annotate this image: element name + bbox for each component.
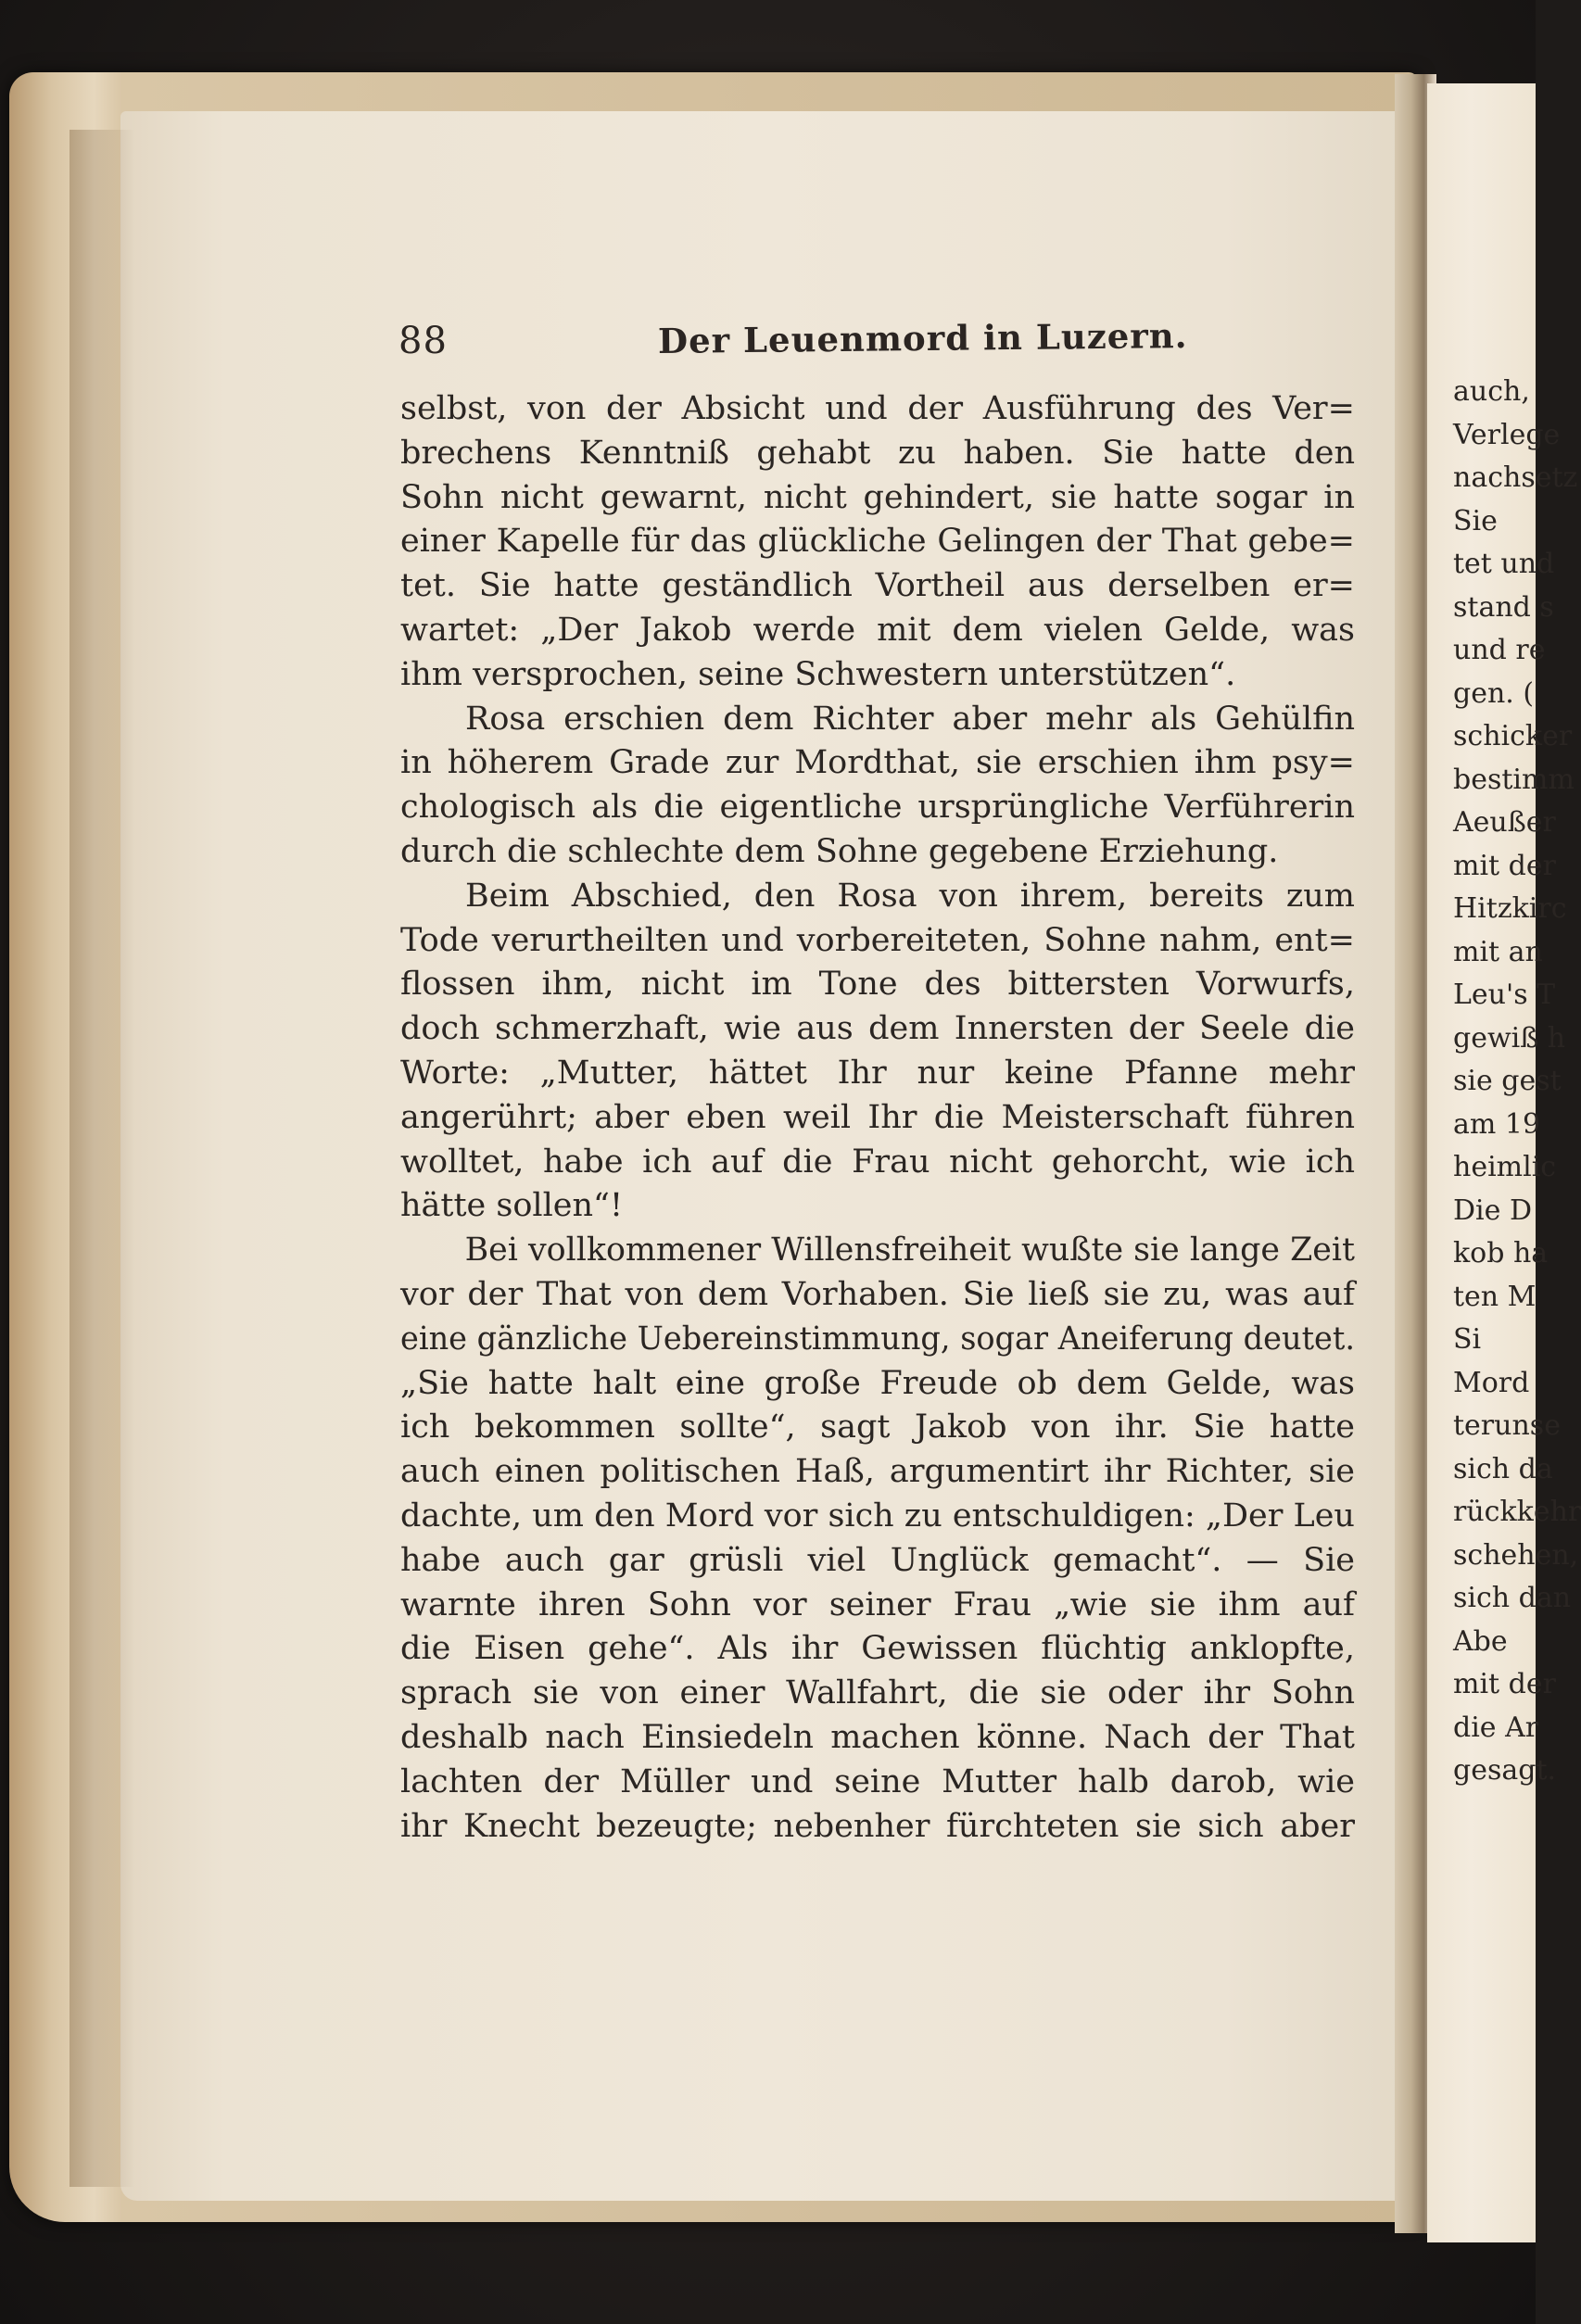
body-text xyxy=(400,387,1355,1849)
running-title: Der Leuenmord in Luzern. xyxy=(657,315,1188,361)
page-shading xyxy=(70,130,134,2187)
right-page-fragment: gewiß h xyxy=(1453,1021,1566,1055)
text-line: Sohn nicht gewarnt, nicht gehindert, sie hatte sogar in xyxy=(400,478,1355,516)
right-page-fragment: Abe xyxy=(1453,1624,1508,1658)
right-page-fragment: gesagt. xyxy=(1453,1754,1557,1787)
text-line: Tode verurtheilten und vorbereiteten, Sohne nahm, ent= xyxy=(400,921,1355,959)
right-page-fragment: gen. ( xyxy=(1453,676,1535,710)
text-line: wolltet, habe ich auf die Frau nicht gehorcht, wie ich xyxy=(400,1143,1355,1181)
right-page-fragment: Hitzkirc xyxy=(1453,892,1567,925)
right-page-fragment: sie gest xyxy=(1453,1065,1562,1097)
text-line: wartet: „Der Jakob werde mit dem vielen Gelde, was xyxy=(400,611,1355,649)
text-line: Rosa erschien dem Richter aber mehr als Gehülfin xyxy=(465,700,1355,738)
text-line: Worte: „Mutter, hättet Ihr nur keine Pfanne mehr xyxy=(400,1054,1355,1092)
text-line: ich bekommen sollte“, sagt Jakob von ihr. Sie hatte xyxy=(400,1408,1355,1446)
right-page-fragment: mit der xyxy=(1453,1668,1556,1700)
page-number: 88 xyxy=(398,320,448,362)
right-page-fragment: Aeußer xyxy=(1453,806,1556,839)
text-line: „Sie hatte halt eine große Freude ob dem Gelde, was xyxy=(400,1364,1355,1402)
text-line: dachte, um den Mord vor sich zu entschuldigen: „Der Leu xyxy=(400,1497,1355,1535)
text-line: deshalb nach Einsiedeln machen könne. Nach der That xyxy=(400,1718,1355,1756)
text-line: durch die schlechte dem Sohne gegebene Erziehung. xyxy=(400,832,1279,870)
right-page-fragment: sich dan xyxy=(1453,1582,1572,1614)
right-page-fragment: schehen, xyxy=(1453,1538,1579,1572)
text-line: einer Kapelle für das glückliche Gelingen der That gebe= xyxy=(400,523,1355,561)
right-page-fragment: am 19 xyxy=(1453,1107,1541,1141)
text-line: selbst, von der Absicht und der Ausführung des Ver= xyxy=(400,390,1355,427)
right-page-fragment: terunse xyxy=(1453,1409,1561,1442)
right-page-fragment: auch, xyxy=(1453,375,1530,408)
right-page-fragment: bestimm xyxy=(1453,763,1575,796)
right-page-fragment: Mord xyxy=(1453,1366,1530,1399)
right-page-fragment: und re xyxy=(1453,634,1546,666)
right-page-fragment: die Ar xyxy=(1453,1711,1539,1744)
right-page-fragment: heimlic xyxy=(1453,1151,1557,1183)
text-line: in höherem Grade zur Mordthat, sie erschien ihm psy= xyxy=(400,744,1355,782)
right-page-text xyxy=(1453,371,1581,1793)
text-line: angerührt; aber eben weil Ihr die Meisterschaft führen xyxy=(400,1098,1355,1136)
text-line: doch schmerzhaft, wie aus dem Innersten der Seele die xyxy=(400,1010,1355,1048)
text-line: ihr Knecht bezeugte; nebenher fürchteten sie sich aber xyxy=(400,1807,1355,1845)
right-page-fragment: nachsetz xyxy=(1453,461,1578,494)
text-line: Beim Abschied, den Rosa von ihrem, bereits zum xyxy=(465,877,1355,915)
text-line: ihm versprochen, seine Schwestern unterstützen“. xyxy=(400,655,1236,693)
right-page-fragment: rückkehr xyxy=(1453,1496,1581,1528)
text-line: lachten der Müller und seine Mutter halb darob, wie xyxy=(400,1762,1355,1800)
text-line: flossen ihm, nicht im Tone des bittersten Vorwurfs, xyxy=(400,966,1355,1004)
right-page-fragment: kob ha xyxy=(1453,1237,1549,1269)
right-page-fragment: schicker xyxy=(1453,720,1573,752)
right-page-fragment: stand s xyxy=(1453,590,1554,624)
text-line: eine gänzliche Uebereinstimmung, sogar Aneiferung deutet. xyxy=(400,1320,1356,1358)
right-page-fragment: Leu's T xyxy=(1453,979,1556,1011)
text-line: Bei vollkommener Willensfreiheit wußte sie lange Zeit xyxy=(464,1231,1355,1269)
text-line: vor der That von dem Vorhaben. Sie ließ sie zu, was auf xyxy=(400,1275,1355,1313)
text-line: warnte ihren Sohn vor seiner Frau „wie sie ihm auf xyxy=(400,1585,1355,1623)
right-page-fragment: Si xyxy=(1453,1323,1482,1356)
right-page-fragment: Verlege xyxy=(1453,418,1561,451)
right-page-fragment: tet und xyxy=(1453,548,1555,580)
text-line: brechens Kenntniß gehabt zu haben. Sie hatte den xyxy=(400,434,1355,472)
text-line: habe auch gar grüsli viel Unglück gemacht“. — Sie xyxy=(400,1541,1355,1579)
right-page-fragment: mit an xyxy=(1453,935,1543,968)
right-page-fragment: ten M xyxy=(1453,1280,1537,1313)
text-line: hätte sollen“! xyxy=(400,1187,624,1225)
right-page-fragment: Die D xyxy=(1453,1194,1532,1227)
text-line: sprach sie von einer Wallfahrt, die sie oder ihr Sohn xyxy=(400,1674,1355,1712)
right-page-fragment: mit der xyxy=(1453,849,1556,882)
text-line: auch einen politischen Haß, argumentirt ihr Richter, sie xyxy=(400,1453,1355,1491)
text-line: die Eisen gehe“. Als ihr Gewissen flüchtig anklopfte, xyxy=(400,1630,1355,1668)
right-page-fragment: sich da xyxy=(1453,1452,1553,1485)
text-line: chologisch als die eigentliche ursprüngliche Verführerin xyxy=(400,789,1355,827)
text-line: tet. Sie hatte geständlich Vortheil aus derselben er= xyxy=(400,567,1355,605)
right-page-fragment: Sie xyxy=(1453,504,1498,537)
